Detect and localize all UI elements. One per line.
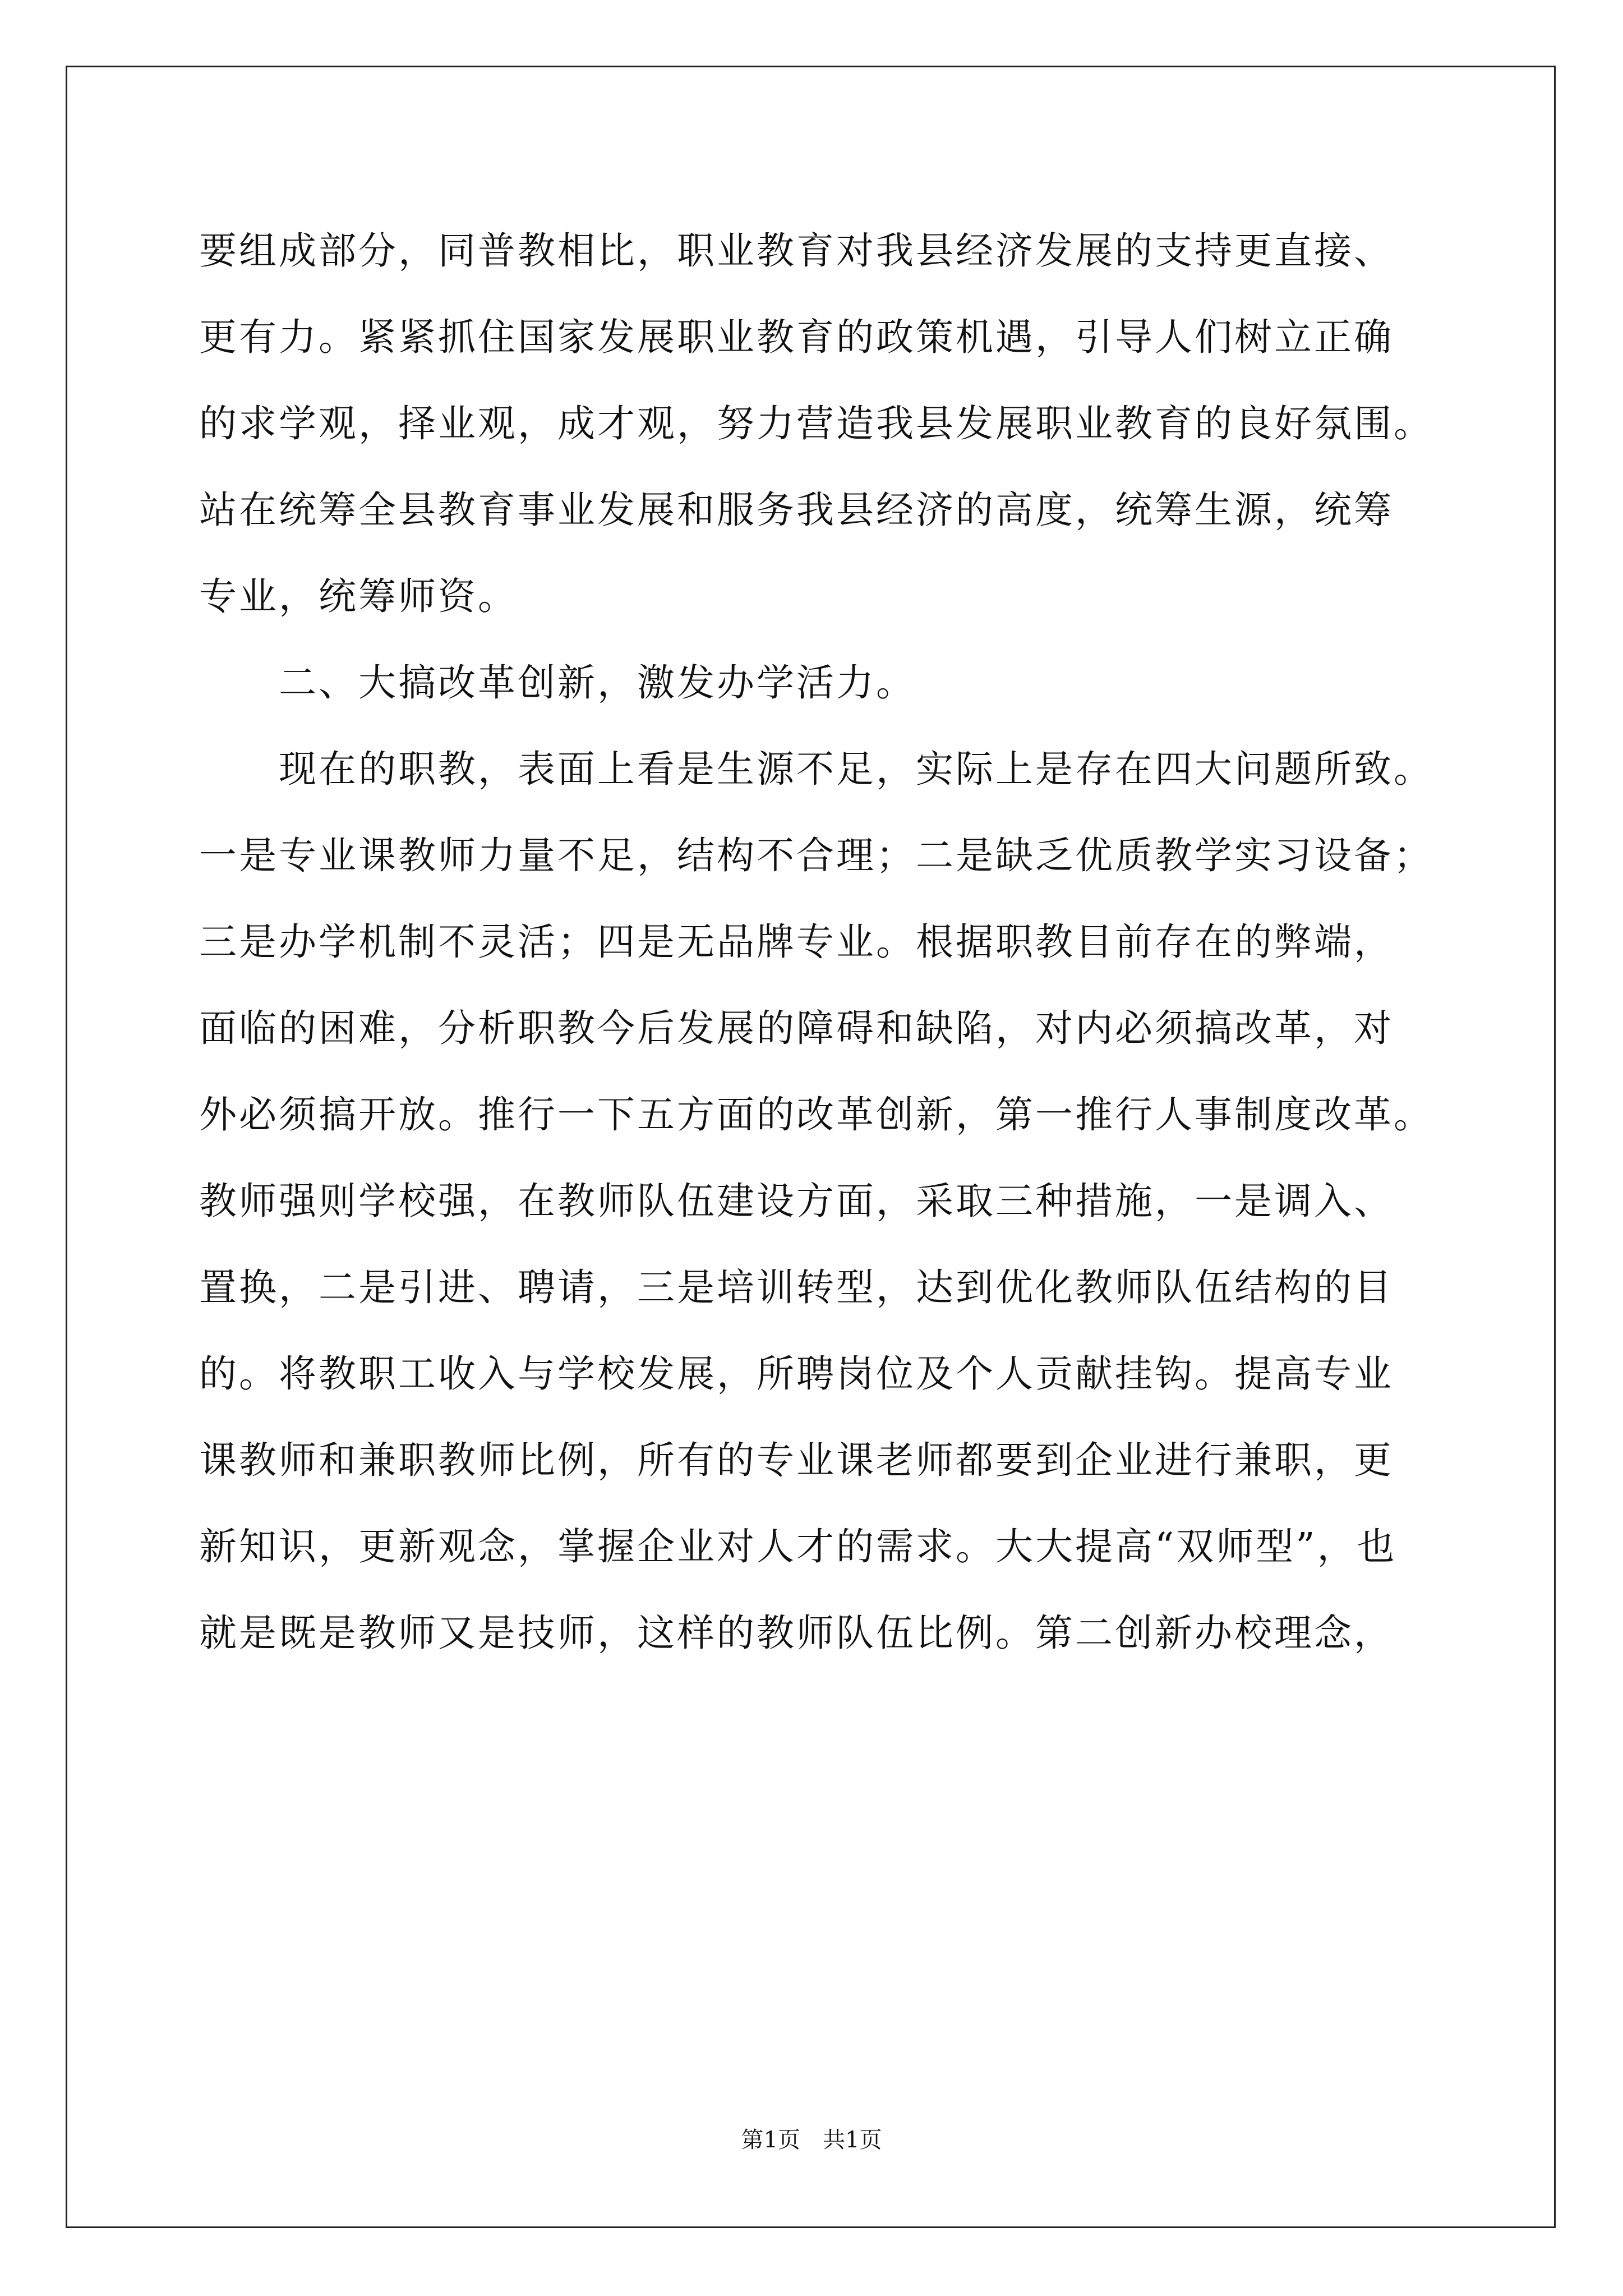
text-line: 现在的职教，表面上看是生源不足，实际上是存在四大问题所致。 (199, 747, 1433, 791)
text-line: 课教师和兼职教师比例，所有的专业课老师都要到企业进行兼职，更 (199, 1438, 1394, 1482)
text-line: 专业，统筹师资。 (199, 574, 518, 618)
document-body (199, 213, 1461, 1682)
text-line: 三是办学机制不灵活；四是无品牌专业。根据职教目前存在的弊端， (199, 920, 1394, 964)
page-footer: 第1页 共1页 (741, 2127, 882, 2153)
text-line: 站在统筹全县教育事业发展和服务我县经济的高度，统筹生源，统筹 (199, 488, 1394, 532)
text-line: 要组成部分，同普教相比，职业教育对我县经济发展的支持更直接、 (199, 229, 1394, 273)
text-line: 的。将教职工收入与学校发展，所聘岗位及个人贡献挂钩。提高专业 (199, 1352, 1394, 1396)
text-line: 一是专业课教师力量不足，结构不合理；二是缺乏优质教学实习设备； (199, 834, 1433, 877)
text-line: 更有力。紧紧抓住国家发展职业教育的政策机遇，引导人们树立正确 (199, 315, 1394, 359)
section-heading: 二、大搞改革创新，激发办学活力。 (199, 661, 916, 705)
text-line: 就是既是教师又是技师，这样的教师队伍比例。第二创新办校理念， (199, 1611, 1394, 1655)
text-line: 外必须搞开放。推行一下五方面的改革创新，第一推行人事制度改革。 (199, 1093, 1433, 1137)
text-line: 新知识，更新观念，掌握企业对人才的需求。大大提高“双师型”，也 (199, 1525, 1397, 1568)
text-line: 置换，二是引进、聘请，三是培训转型，达到优化教师队伍结构的目 (199, 1266, 1394, 1309)
text-line: 的求学观，择业观，成才观，努力营造我县发展职业教育的良好氛围。 (199, 402, 1433, 445)
text-line: 面临的困难，分析职教今后发展的障碍和缺陷，对内必须搞改革，对 (199, 1006, 1394, 1050)
text-line: 教师强则学校强，在教师队伍建设方面，采取三种措施，一是调入、 (199, 1179, 1394, 1223)
